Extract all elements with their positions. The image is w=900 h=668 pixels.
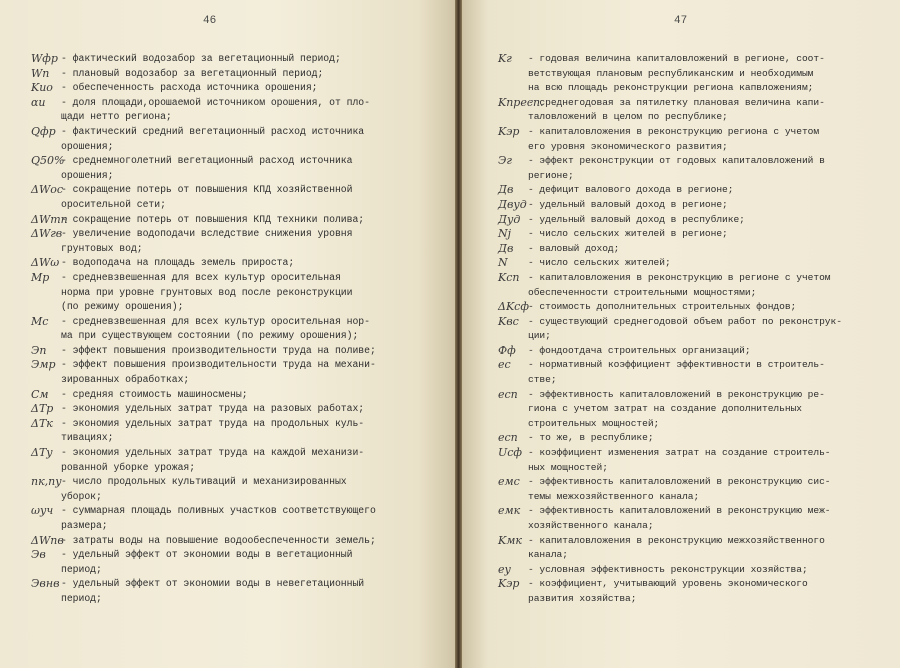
notation-definition: - увеличение водоподачи вследствие снижения уровня грунтовых вод; bbox=[61, 228, 353, 254]
notation-entry bbox=[498, 504, 893, 533]
right-page bbox=[462, 0, 900, 668]
notation-definition: - средняя стоимость машиносмены; bbox=[61, 388, 248, 400]
notation-entry bbox=[498, 475, 893, 504]
notation-definition: - число сельских жителей; bbox=[528, 257, 671, 269]
notation-symbol: eс bbox=[498, 358, 511, 372]
notation-definition: - удельный эффект от экономии воды в вегетационный период; bbox=[61, 549, 353, 575]
notation-entry bbox=[31, 271, 441, 315]
notation-symbol: Cм bbox=[31, 387, 49, 401]
notation-entry bbox=[31, 402, 441, 417]
notation-definition: - доля площади,орошаемой источником орошения, от пло- щади нетто региона; bbox=[61, 96, 370, 123]
notation-entry bbox=[498, 241, 893, 257]
notation-entry bbox=[31, 446, 441, 475]
notation-symbol: Kмк bbox=[498, 533, 522, 547]
notation-entry bbox=[31, 475, 441, 504]
notation-entry bbox=[498, 197, 893, 213]
page-number: 47 bbox=[674, 15, 688, 27]
notation-symbol: eсп bbox=[498, 387, 518, 401]
notation-definition: - фактический водозабор за вегетационный период; bbox=[61, 53, 341, 64]
notation-entry bbox=[31, 534, 441, 549]
notation-entry bbox=[498, 343, 893, 359]
notation-symbol: Эвнв bbox=[31, 577, 60, 591]
notation-definition: - средневзвешенная для всех культур оросительная норма при уровне грунтовых вод после реконструкции (по режиму орошения); bbox=[61, 271, 353, 313]
notation-entry bbox=[498, 95, 893, 125]
notation-definition: - удельный валовый доход в республике; bbox=[528, 213, 745, 225]
notation-symbol: Эмр bbox=[31, 358, 56, 372]
notation-definition: - коэффициент изменения затрат на создание строитель- ных мощностей; bbox=[528, 447, 831, 473]
notation-symbol: Дуд bbox=[498, 212, 521, 226]
notation-definition: - среднегодовая за пятилетку плановая величина капи- таловложений в целом по республике; bbox=[528, 96, 825, 123]
notation-definition: - число сельских жителей в регионе; bbox=[528, 228, 728, 240]
notation-entry bbox=[31, 154, 441, 183]
notation-list bbox=[498, 52, 893, 607]
notation-symbol: Kвс bbox=[498, 314, 519, 328]
notation-definition: - экономия удельных затрат труда на каждой механизи- рованной уборке урожая; bbox=[61, 447, 365, 473]
notation-symbol: Nj bbox=[498, 227, 512, 241]
notation-entry bbox=[498, 52, 893, 96]
notation-definition: - обеспеченность расхода источника орошения; bbox=[61, 82, 318, 94]
notation-symbol: eу bbox=[498, 562, 511, 576]
notation-entry bbox=[498, 358, 893, 387]
notation-entry bbox=[498, 577, 893, 606]
notation-symbol: αи bbox=[31, 95, 46, 109]
notation-symbol: ΔTк bbox=[31, 416, 53, 430]
notation-symbol: ΔWтп bbox=[31, 212, 68, 226]
notation-definition: - фондоотдача строительных организаций; bbox=[528, 344, 751, 356]
notation-definition: - экономия удельных затрат труда на разовых работах; bbox=[61, 403, 365, 415]
notation-symbol: Kэр bbox=[498, 577, 520, 591]
notation-symbol: Mр bbox=[31, 270, 50, 284]
notation-symbol: Kг bbox=[498, 52, 512, 65]
notation-definition: - условная эффективность реконструкции хозяйства; bbox=[528, 563, 808, 575]
notation-definition: - фактический средний вегетационный расход источника орошения; bbox=[61, 125, 365, 152]
notation-entry bbox=[498, 300, 893, 315]
notation-entry bbox=[498, 183, 893, 198]
notation-entry bbox=[31, 125, 441, 154]
notation-definition: - среднемноголетний вегетационный расход источника орошения; bbox=[61, 155, 353, 181]
notation-entry bbox=[31, 67, 441, 82]
notation-definition: - капиталовложения в реконструкцию региона с учетом его уровня экономического развития; bbox=[528, 125, 820, 152]
notation-entry bbox=[31, 256, 441, 271]
notation-entry bbox=[31, 96, 441, 125]
notation-entry bbox=[31, 227, 441, 256]
notation-symbol: ωуч bbox=[31, 504, 54, 518]
notation-definition: - валовый доход; bbox=[528, 242, 620, 254]
notation-definition: - удельный эффект от экономии воды в невегетационный период; bbox=[61, 578, 365, 604]
notation-entry bbox=[498, 212, 893, 228]
notation-entry bbox=[498, 387, 893, 432]
notation-symbol: eмс bbox=[498, 475, 520, 489]
notation-definition: - эффективность капиталовложений в реконструкцию ре- гиона с учетом затрат на создание дополнительных строительных мощностей; bbox=[528, 388, 825, 429]
notation-definition: - стоимость дополнительных строительных фондов; bbox=[528, 301, 797, 313]
notation-symbol: ΔWпв bbox=[31, 533, 64, 547]
notation-symbol: Wфр bbox=[31, 52, 58, 65]
notation-entry bbox=[498, 154, 893, 183]
notation-symbol: Фф bbox=[498, 343, 516, 357]
notation-symbol: ΔTр bbox=[31, 402, 54, 416]
book-gutter bbox=[455, 0, 462, 668]
notation-symbol: Эг bbox=[498, 154, 512, 168]
notation-symbol: Эв bbox=[31, 548, 46, 562]
notation-entry bbox=[498, 124, 893, 154]
notation-entry bbox=[498, 533, 893, 563]
notation-definition: - капиталовложения в реконструкцию межхозяйственного канала; bbox=[528, 534, 825, 561]
notation-list bbox=[31, 52, 441, 607]
notation-entry bbox=[31, 388, 441, 403]
notation-symbol: Mс bbox=[31, 314, 49, 328]
notation-entry bbox=[498, 562, 893, 578]
notation-definition: - средневзвешенная для всех культур оросительная нор- ма при существующем состоянии (по режиму орошения); bbox=[61, 315, 370, 342]
notation-entry bbox=[31, 315, 441, 344]
notation-symbol: ΔKсф bbox=[498, 300, 529, 314]
notation-symbol: Kсп bbox=[498, 270, 520, 284]
notation-definition: - плановый водозабор за вегетационный период; bbox=[61, 67, 324, 79]
notation-definition: - сокращение потерь от повышения КПД хозяйственной оросительной сети; bbox=[61, 184, 353, 210]
notation-definition: - удельный валовый доход в регионе; bbox=[528, 198, 728, 210]
notation-symbol: ΔWгв bbox=[31, 227, 63, 241]
notation-entry bbox=[498, 270, 893, 300]
notation-symbol: eмк bbox=[498, 504, 521, 518]
notation-definition: - эффект повышения производительности труда на механи- зированных обработках; bbox=[61, 359, 376, 386]
notation-definition: - водоподача на площадь земель прироста; bbox=[61, 257, 295, 269]
notation-symbol: Q50% bbox=[31, 154, 65, 168]
notation-entry bbox=[31, 81, 441, 96]
notation-entry bbox=[498, 227, 893, 242]
notation-entry bbox=[31, 344, 441, 359]
notation-symbol: Двуд bbox=[498, 197, 527, 211]
notation-entry bbox=[498, 431, 893, 446]
notation-definition: - коэффициент, учитывающий уровень экономического развития хозяйства; bbox=[528, 578, 808, 604]
notation-entry bbox=[498, 314, 893, 344]
notation-entry bbox=[31, 358, 441, 387]
notation-entry bbox=[31, 577, 441, 606]
notation-symbol: Kио bbox=[31, 81, 53, 95]
notation-definition: - сокращение потерь от повышения КПД техники полива; bbox=[61, 213, 365, 225]
notation-symbol: Дв bbox=[498, 241, 514, 255]
notation-symbol: ΔWω bbox=[31, 256, 60, 270]
notation-entry bbox=[31, 548, 441, 577]
notation-symbol: eсп bbox=[498, 431, 518, 445]
notation-definition: - затраты воды на повышение водообеспеченности земель; bbox=[61, 534, 376, 546]
notation-symbol: ΔTу bbox=[31, 446, 53, 460]
notation-entry bbox=[498, 256, 893, 271]
notation-symbol: N bbox=[498, 256, 508, 270]
notation-definition: - экономия удельных затрат труда на продольных куль- тивациях; bbox=[61, 417, 365, 444]
notation-symbol: Kпресп. bbox=[498, 95, 544, 109]
notation-definition: - эффект реконструкции от годовых капиталовложений в регионе; bbox=[528, 155, 825, 181]
notation-symbol: Wп bbox=[31, 66, 50, 80]
notation-entry bbox=[31, 183, 441, 212]
notation-symbol: Дв bbox=[498, 183, 514, 197]
notation-definition: - нормативный коэффициент эффективности в строитель- стве; bbox=[528, 359, 825, 386]
notation-definition: - суммарная площадь поливных участков соответствующего размера; bbox=[61, 505, 376, 531]
notation-definition: - то же, в республике; bbox=[528, 432, 654, 444]
notation-entry bbox=[31, 417, 441, 446]
notation-entry bbox=[31, 213, 441, 228]
notation-definition: - годовая величина капиталовложений в регионе, соот- ветствующая плановым республиканским и необходимым на всю площадь реконструкции региона капвложениям; bbox=[528, 53, 825, 94]
notation-symbol: Kэр bbox=[498, 124, 520, 138]
notation-definition: - число продольных культиваций и механизированных уборок; bbox=[61, 476, 347, 502]
notation-definition: - эффективность капиталовложений в реконструкцию сис- темы межхозяйственного канала; bbox=[528, 476, 831, 502]
notation-definition: - эффективность капиталовложений в реконструкцию меж- хозяйственного канала; bbox=[528, 505, 831, 531]
notation-entry bbox=[31, 504, 441, 533]
notation-definition: - эффект повышения производительности труда на поливе; bbox=[61, 344, 376, 356]
notation-symbol: Qфр bbox=[31, 124, 56, 138]
notation-entry bbox=[31, 52, 441, 67]
page-number: 46 bbox=[203, 15, 217, 27]
notation-definition: - существующий среднегодовой объем работ по реконструк- ции; bbox=[528, 315, 842, 342]
notation-symbol: nк,nу bbox=[31, 475, 62, 489]
notation-symbol: Эп bbox=[31, 343, 47, 357]
notation-entry bbox=[498, 446, 893, 475]
notation-symbol: ΔWос bbox=[31, 183, 64, 197]
notation-symbol: Uсф bbox=[498, 446, 523, 460]
notation-definition: - капиталовложения в реконструкцию в регионе с учетом обеспеченности строительными мощностями; bbox=[528, 271, 831, 298]
notation-definition: - дефицит валового дохода в регионе; bbox=[528, 184, 734, 196]
